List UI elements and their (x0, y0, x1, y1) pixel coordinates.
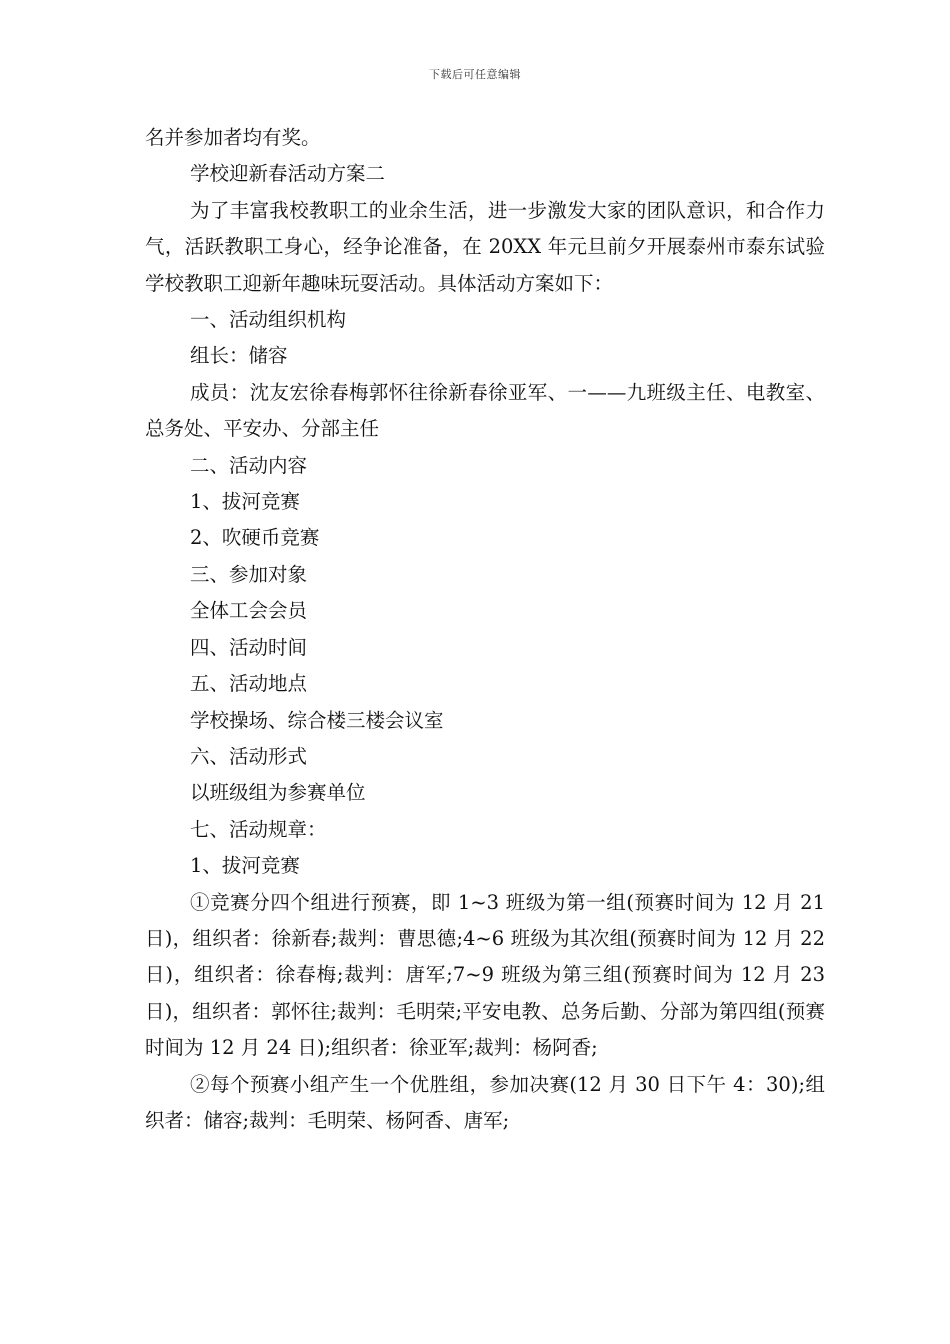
section-heading-organization: 一、活动组织机构 (190, 308, 347, 332)
plan-title: 学校迎新春活动方案二 (190, 162, 386, 186)
section-heading-time: 四、活动时间 (190, 635, 308, 659)
rules-item-tug-of-war: 1、拔河竞赛 (190, 854, 300, 878)
group-leader: 组长：储容 (190, 344, 288, 368)
section-heading-format: 六、活动形式 (190, 744, 308, 768)
location-text: 学校操场、综合楼三楼会议室 (190, 708, 444, 732)
content-item-tug-of-war: 1、拔河竞赛 (190, 490, 300, 514)
intro-paragraph: 为了丰富我校教职工的业余生活，进一步激发大家的团队意识，和合作力气，活跃教职工身心，经争论准备，在 20XX 年元旦前夕开展泰州市泰东试验学校教职工迎新年趣味玩耍活动。具体活动方案如下： (145, 198, 825, 295)
section-heading-participants: 三、参加对象 (190, 562, 308, 586)
section-heading-rules: 七、活动规章： (190, 817, 327, 841)
section-heading-location: 五、活动地点 (190, 672, 308, 696)
rules-preliminary-paragraph: ①竞赛分四个组进行预赛，即 1~3 班级为第一组(预赛时间为 12 月 21 日)，组织者：徐新春;裁判：曹思德;4~6 班级为其次组(预赛时间为 12 月 22 日)，组织者：徐春梅;裁判：唐军;7~9 班级为第三组(预赛时间为 12 月 23 日)，组织者：郭怀往;裁判：毛明荣;平安电教、总务后勤、分部为第四组(预赛时间为 12 月 24 日);组织者：徐亚军;裁判：杨阿香; (145, 890, 825, 1060)
section-heading-content: 二、活动内容 (190, 453, 308, 477)
rules-final-paragraph: ②每个预赛小组产生一个优胜组，参加决赛(12 月 30 日下午 4：30);组织者：储容;裁判：毛明荣、杨阿香、唐军; (145, 1072, 825, 1132)
format-text: 以班级组为参赛单位 (190, 781, 366, 805)
group-members: 成员：沈友宏徐春梅郭怀往徐新春徐亚军、一——九班级主任、电教室、总务处、平安办、分部主任 (145, 380, 825, 441)
paragraph-award-note: 名并参加者均有奖。 (145, 126, 321, 149)
participants-text: 全体工会会员 (190, 599, 308, 623)
content-item-coin-blowing: 2、吹硬币竞赛 (190, 526, 320, 550)
document-body (145, 120, 825, 1139)
page-header-note: 下载后可任意编辑 (429, 68, 521, 81)
